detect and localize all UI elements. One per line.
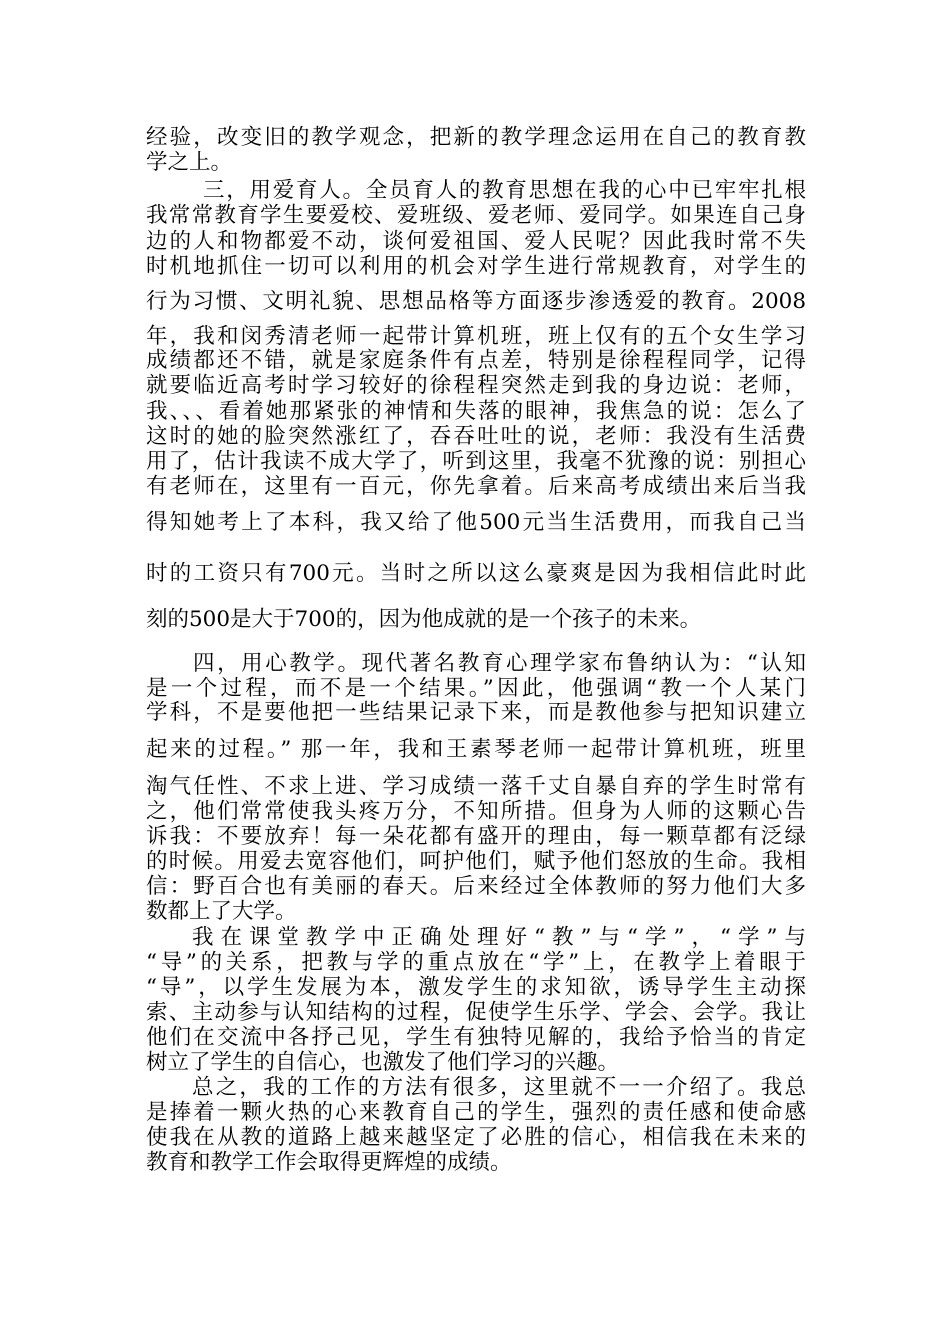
text-line: 四，用心教学。现代著名教育心理学家布鲁纳认为：“认知	[193, 651, 806, 676]
text-line: 使我在从教的道路上越来越坚定了必胜的信心，相信我在未来的	[146, 1125, 806, 1150]
text-line: 他们在交流中各抒己见，学生有独特见解的，我给予恰当的肯定	[146, 1025, 806, 1050]
text-line: 我、、、看着她那紧张的神情和失落的眼神，我焦急的说：怎么了	[146, 399, 806, 424]
text-line: 得知她考上了本科，我又给了他500元当生活费用，而我自己当	[146, 510, 806, 535]
text-line: 时的工资只有700元。当时之所以这么豪爽是因为我相信此时此	[146, 561, 806, 586]
text-line: 经验，改变旧的教学观念，把新的教学理念运用在自己的教育教	[146, 125, 806, 150]
text-line: 时机地抓住一切可以利用的机会对学生进行常规教育，对学生的	[146, 254, 806, 279]
text-line: 三，用爱育人。全员育人的教育思想在我的心中已牢牢扎根	[203, 178, 806, 203]
text-line: 就要临近高考时学习较好的徐程程突然走到我的身边说：老师，	[146, 373, 806, 398]
text-line: 淘气任性、不求上进、学习成绩一落千丈自暴自弃的学生时常有	[146, 774, 806, 799]
text-line: 的时候。用爱去宽容他们，呵护他们，赋予他们怒放的生命。我相	[146, 849, 806, 874]
text-line: 刻的500是大于700的，因为他成就的是一个孩子的未来。	[146, 607, 702, 632]
text-line: 诉我：不要放弃！每一朵花都有盛开的理由，每一颗草都有泛绿	[146, 824, 806, 849]
text-line: 树立了学生的自信心，也激发了他们学习的兴趣。	[146, 1050, 620, 1075]
text-line: 总之，我的工作的方法有很多，这里就不一一介绍了。我总	[192, 1075, 806, 1100]
text-line: 索、主动参与认知结构的过程，促使学生乐学、学会、会学。我让	[146, 1000, 806, 1025]
text-line: 数都上了大学。	[146, 899, 297, 924]
text-line: “导”的关系，把教与学的重点放在“学”上，在教学上着眼于	[146, 950, 806, 975]
text-line: 学之上。	[146, 150, 233, 175]
text-line: 学科，不是要他把一些结果记录下来，而是教他参与把知识建立	[146, 700, 806, 725]
text-line: “导”，以学生发展为本，激发学生的求知欲，诱导学生主动探	[146, 975, 806, 1000]
text-line: 是捧着一颗火热的心来教育自己的学生，强烈的责任感和使命感	[146, 1100, 806, 1125]
text-line: 我常常教育学生要爱校、爱班级、爱老师、爱同学。如果连自己身	[146, 203, 806, 228]
text-line: 年，我和闵秀清老师一起带计算机班，班上仅有的五个女生学习	[146, 324, 806, 349]
text-line: 行为习惯、文明礼貌、思想品格等方面逐步渗透爱的教育。2008	[146, 289, 806, 314]
text-line: 信：野百合也有美丽的春天。后来经过全体教师的努力他们大多	[146, 874, 806, 899]
text-line: 成绩都还不错，就是家庭条件有点差，特别是徐程程同学，记得	[146, 348, 806, 373]
text-line: 这时的她的脸突然涨红了，吞吞吐吐的说，老师：我没有生活费	[146, 424, 806, 449]
text-line: 教育和教学工作会取得更辉煌的成绩。	[146, 1150, 512, 1175]
text-line: 边的人和物都爱不动，谈何爱祖国、爱人民呢？因此我时常不失	[146, 229, 806, 254]
text-line: 是一个过程，而不是一个结果。”因此，他强调“教一个人某门	[146, 676, 806, 701]
text-line: 之，他们常常使我头疼万分，不知所措。但身为人师的这颗心告	[146, 799, 806, 824]
text-line: 起来的过程。” 那一年，我和王素琴老师一起带计算机班，班里	[146, 737, 806, 762]
text-line: 我在课堂教学中正确处理好“教”与“学”，“学”与	[192, 925, 806, 950]
text-line: 用了，估计我读不成大学了，听到这里，我毫不犹豫的说：别担心	[146, 449, 806, 474]
text-line: 有老师在，这里有一百元，你先拿着。后来高考成绩出来后当我	[146, 474, 806, 499]
